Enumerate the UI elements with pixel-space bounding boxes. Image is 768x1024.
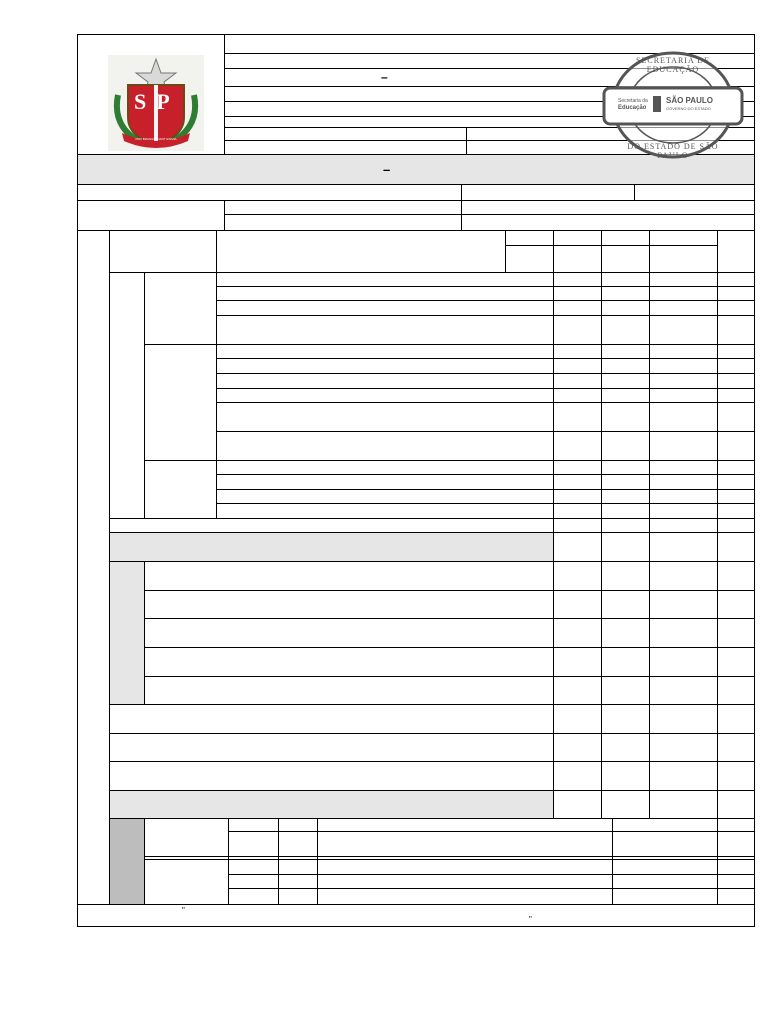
stamp-arc-top: SECRETARIA DE EDUCAÇÃO <box>636 56 710 74</box>
title-band-dash: – <box>383 162 391 177</box>
education-stamp <box>598 50 748 160</box>
section-side-cell-2 <box>110 819 144 905</box>
footer-mark-2: " <box>529 915 532 924</box>
stamp-arc-bottom: DO ESTADO DE SÃO PAULO <box>627 142 719 160</box>
crest-letters: SP <box>134 89 180 114</box>
section-band-2 <box>110 791 553 818</box>
crest-motto: PRO BRASILIA FIANT EXIMIA <box>135 137 177 141</box>
section-side-cell-1 <box>110 562 144 704</box>
footer-mark-1: " <box>182 906 185 915</box>
header-dash-1: – <box>381 70 388 84</box>
stamp-brand: SÃO PAULO <box>666 96 713 105</box>
section-band-1 <box>110 533 553 561</box>
stamp-secretaria-line1: Secretaria da <box>618 98 648 104</box>
stamp-secretaria-line2: Educação <box>618 105 647 111</box>
crest-logo <box>108 55 204 151</box>
stamp-brand-sub: GOVERNO DO ESTADO <box>666 106 711 111</box>
